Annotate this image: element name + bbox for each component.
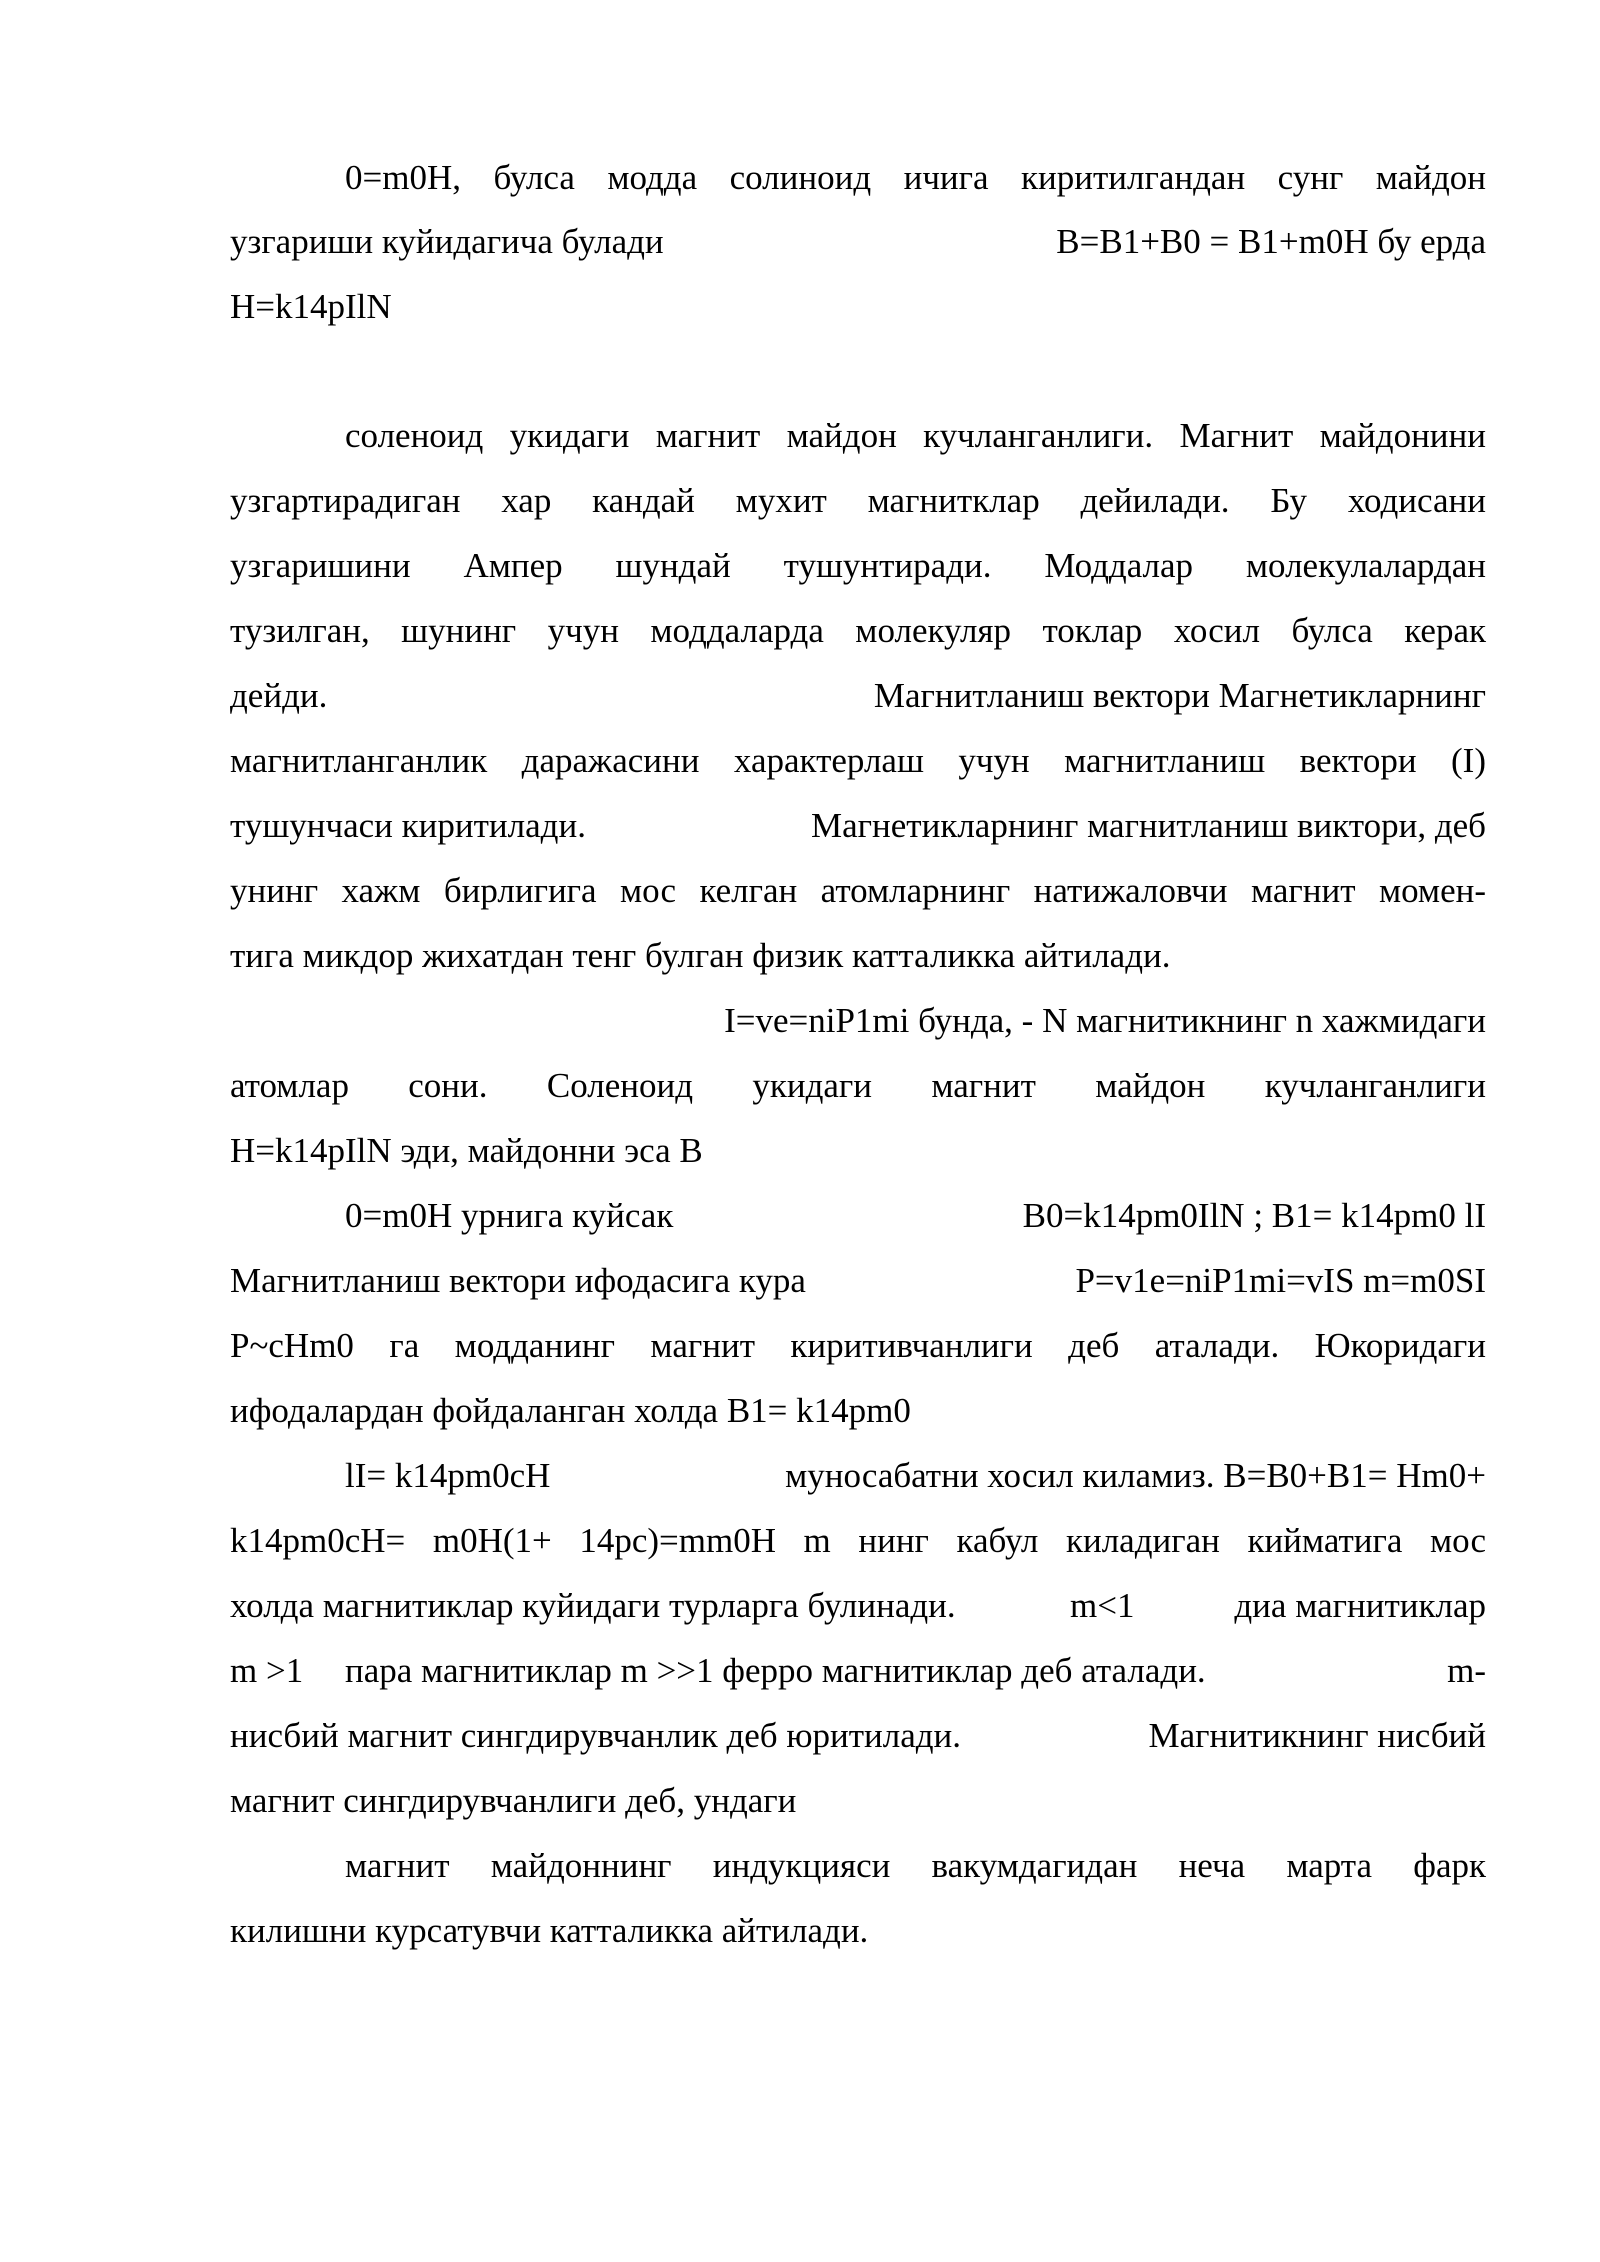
text-line: узгаришини Ампер шундай тушунтиради. Моддалар молекулалардан [230,546,1486,585]
text-line: холда магнитиклар куйидаги турларга булинади. [230,1586,956,1625]
text-line: пара магнитиклар m >>1 ферро магнитиклар деб аталади. [345,1651,1206,1690]
text-line: диа магнитиклар [1234,1586,1486,1625]
text-line: дейди. [230,676,328,715]
formula-text: m<1 [1070,1586,1135,1625]
text-line: магнит сингдирувчанлиги деб, ундаги [230,1781,797,1820]
text-line: муносабатни хосил киламиз. B=B0+B1= Hm0+ [785,1456,1486,1495]
text-line: узгартирадиган хар кандай мухит магнитклар дейилади. Бу ходисани [230,481,1486,520]
formula-text: P=v1e=niP1mi=vIS m=m0SI [1075,1261,1486,1300]
formula-text: m >1 [230,1651,304,1690]
formula-text: lI= k14pm0cH [345,1456,551,1495]
text-line: нисбий магнит сингдирувчанлик деб юритилади. [230,1716,962,1755]
text-line: P~cHm0 га модданинг магнит киритивчанлиги деб аталади. Юкоридаги [230,1326,1486,1365]
text-line: магнитланганлик даражасини характерлаш учун магнитланиш вектори (I) [230,741,1486,780]
text-line: Магнитикнинг нисбий [1148,1716,1486,1755]
text-line: Магнитланиш вектори ифодасига кура [230,1261,806,1300]
text-line: тушунчаси киритилади. [230,806,586,845]
text-line: соленоид укидаги магнит майдон кучланганлиги. Магнит майдонини [345,416,1486,455]
text-line: k14pm0cH= m0H(1+ 14pc)=mm0H m нинг кабул киладиган кийматига мос [230,1521,1486,1560]
text-line: атомлар сони. Соленоид укидаги магнит майдон кучланганлиги [230,1066,1486,1105]
formula-text: B=B1+B0 = B1+m0H бу ерда [1056,222,1486,261]
formula-text: I=ve=niP1mi бунда, - N магнитикнинг n хажмидаги [724,1001,1486,1040]
formula-text: m- [1447,1651,1486,1690]
formula-text: 0=m0H урнига куйсак [345,1196,674,1235]
text-line: Магнетикларнинг магнитланиш виктори, деб [811,806,1486,845]
formula-text: H=k14pIlN [230,287,392,326]
text-line: тига микдор жихатдан тенг булган физик катталикка айтилади. [230,936,1171,975]
formula-text: B0=k14pm0IlN ; B1= k14pm0 lI [1022,1196,1486,1235]
text-line: килишни курсатувчи катталикка айтилади. [230,1911,869,1950]
text-line: тузилган, шунинг учун моддаларда молекуляр токлар хосил булса керак [230,611,1486,650]
text-line: ифодалардан фойдаланган холда B1= k14pm0 [230,1391,911,1430]
text-line: узгариши куйидагича булади [230,222,664,261]
text-line: 0=m0H, булса модда солиноид ичига киритилгандан сунг майдон [345,158,1486,197]
text-line: H=k14pIlN эди, майдонни эса B [230,1131,703,1170]
text-line: магнит майдоннинг индукцияси вакумдагидан неча марта фарк [345,1846,1486,1885]
text-line: унинг хажм бирлигига мос келган атомларнинг натижаловчи магнит момен- [230,871,1486,910]
text-line: Магнитланиш вектори Магнетикларнинг [873,676,1486,715]
